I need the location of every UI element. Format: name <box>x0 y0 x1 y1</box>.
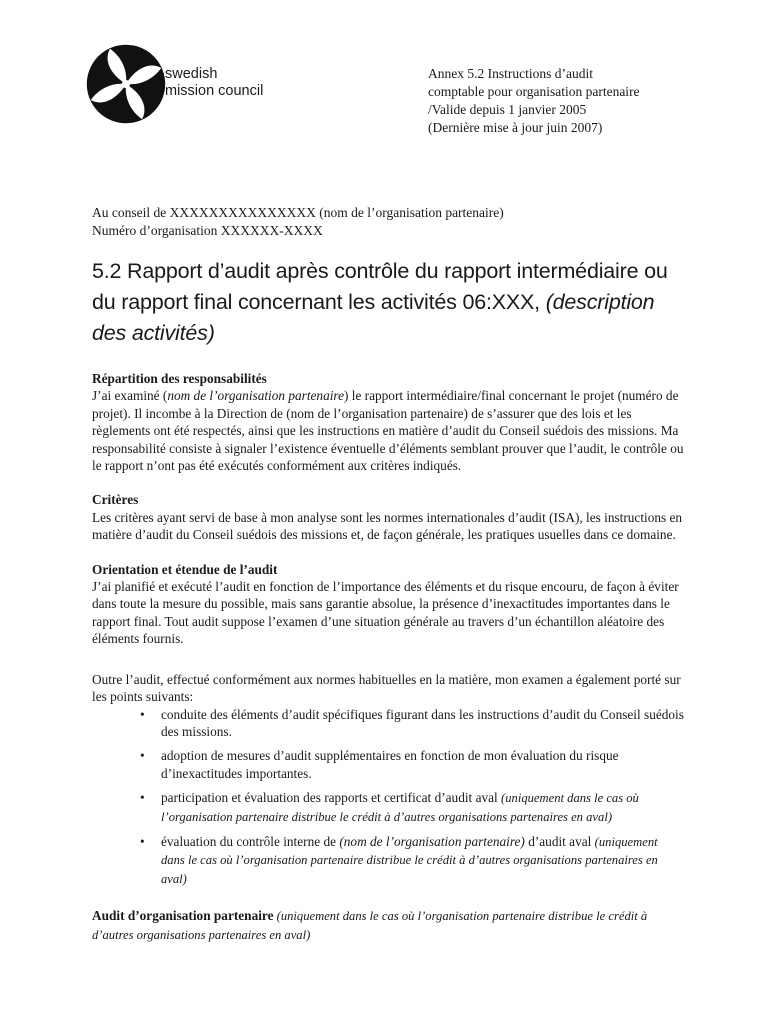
section-partenaire <box>92 907 684 944</box>
annex-line: (Dernière mise à jour juin 2007) <box>428 120 603 135</box>
section-responsabilites <box>92 370 684 474</box>
section-paragraph: Les critères ayant servi de base à mon analyse sont les normes internationales d’audit (ISA), les instructions en matière d’audit du Conseil suédois des missions et, de façon générale, les pratiques usuelles dans ce domaine. <box>92 509 683 543</box>
addressee-block <box>92 204 692 240</box>
bullet-item <box>161 747 684 782</box>
annex-reference <box>428 65 728 137</box>
document-body <box>92 370 684 961</box>
section-outre <box>92 671 684 888</box>
section-heading: Audit d’organisation partenaire <box>92 908 274 924</box>
bullet-text: adoption de mesures d’audit supplémentaires en fonction de mon évaluation du risque d’inexactitudes importantes. <box>161 748 619 781</box>
bullet-text: d’audit aval <box>524 833 595 849</box>
section-criteres <box>92 491 684 543</box>
bullet-italic: (uniquement dans le cas où l’organisation partenaire distribue le crédit à d’autres organisations partenaires en aval) <box>161 791 639 824</box>
section-heading: Orientation et étendue de l’audit <box>92 561 278 577</box>
annex-line: /Valide depuis 1 janvier 2005 <box>428 102 587 117</box>
section-heading: Critères <box>92 492 139 508</box>
section-heading: Répartition des responsabilités <box>92 371 267 386</box>
bullet-text: participation et évaluation des rapports et certificat d’audit aval <box>161 790 502 806</box>
paragraph-italic: nom de l’organisation partenaire <box>167 388 344 404</box>
logo-text <box>165 66 263 100</box>
bullet-item <box>161 833 684 888</box>
section-paragraph <box>92 387 684 474</box>
bullet-italic: (uniquement dans le cas où l’organisation partenaire distribue le crédit à d’autres organisations partenaires en aval) <box>161 834 658 886</box>
heading-italic: (uniquement dans le cas où l’organisation partenaire distribue le crédit à d’autres organisations partenaires en aval) <box>92 909 648 942</box>
section-paragraph <box>92 907 684 944</box>
annex-line: Annex 5.2 Instructions d’audit <box>428 66 593 81</box>
organisation-number: Numéro d’organisation XXXXXX-XXXX <box>92 223 323 238</box>
bullet-text: évaluation du contrôle interne de <box>161 833 340 849</box>
title-text: 5.2 Rapport d’audit après contrôle du rapport intermédiaire ou du rapport final concernant les activités 06:XXX, <box>92 259 668 314</box>
bullet-item <box>161 789 684 826</box>
addressee-council: Au conseil de XXXXXXXXXXXXXXX (nom de l’organisation partenaire) <box>92 205 504 220</box>
logo-line-2: mission council <box>165 83 264 99</box>
paragraph-text: J’ai examiné ( <box>92 388 168 404</box>
bullet-list <box>92 706 684 889</box>
bullet-item <box>161 706 684 741</box>
bullet-text: conduite des éléments d’audit spécifiques figurant dans les instructions d’audit du Conseil suédois des missions. <box>161 706 684 739</box>
document-title <box>92 256 692 349</box>
annex-line: comptable pour organisation partenaire <box>428 84 640 99</box>
title-italic: (description des activités) <box>92 290 655 345</box>
section-paragraph: J’ai planifié et exécuté l’audit en fonction de l’importance des éléments et du risque encouru, de façon à éviter dans toute la mesure du possible, mais sans garantie absolue, la présence d’inexactitudes importantes dans le rapport final. Tout audit suppose l’examen d’une situation générale au travers d’un échantillon aléatoire des éléments fournis. <box>92 579 679 647</box>
section-orientation <box>92 561 684 648</box>
swedish-mission-council-logo <box>86 44 166 124</box>
paragraph-text: ) le rapport intermédiaire/final concernant le projet (numéro de projet). Il incombe à la Direction de (nom de l’organisation partenaire) de s’assurer que des lois et les règlements ont été respectés, ainsi que les instructions en matière d’audit du Conseil suédois des missions. Ma responsabilité consiste à signaler l’existence éventuelle d’éléments semblant prouver que l’audit, le contrôle ou le rapport n’ont pas été exécutés conformément aux critères indiqués. <box>92 388 684 474</box>
logo-line-1: swedish <box>165 66 218 82</box>
section-paragraph: Outre l’audit, effectué conformément aux normes habituelles en la matière, mon examen a également porté sur les points suivants: <box>92 671 681 705</box>
bullet-italic: (nom de l’organisation partenaire) <box>339 833 525 849</box>
